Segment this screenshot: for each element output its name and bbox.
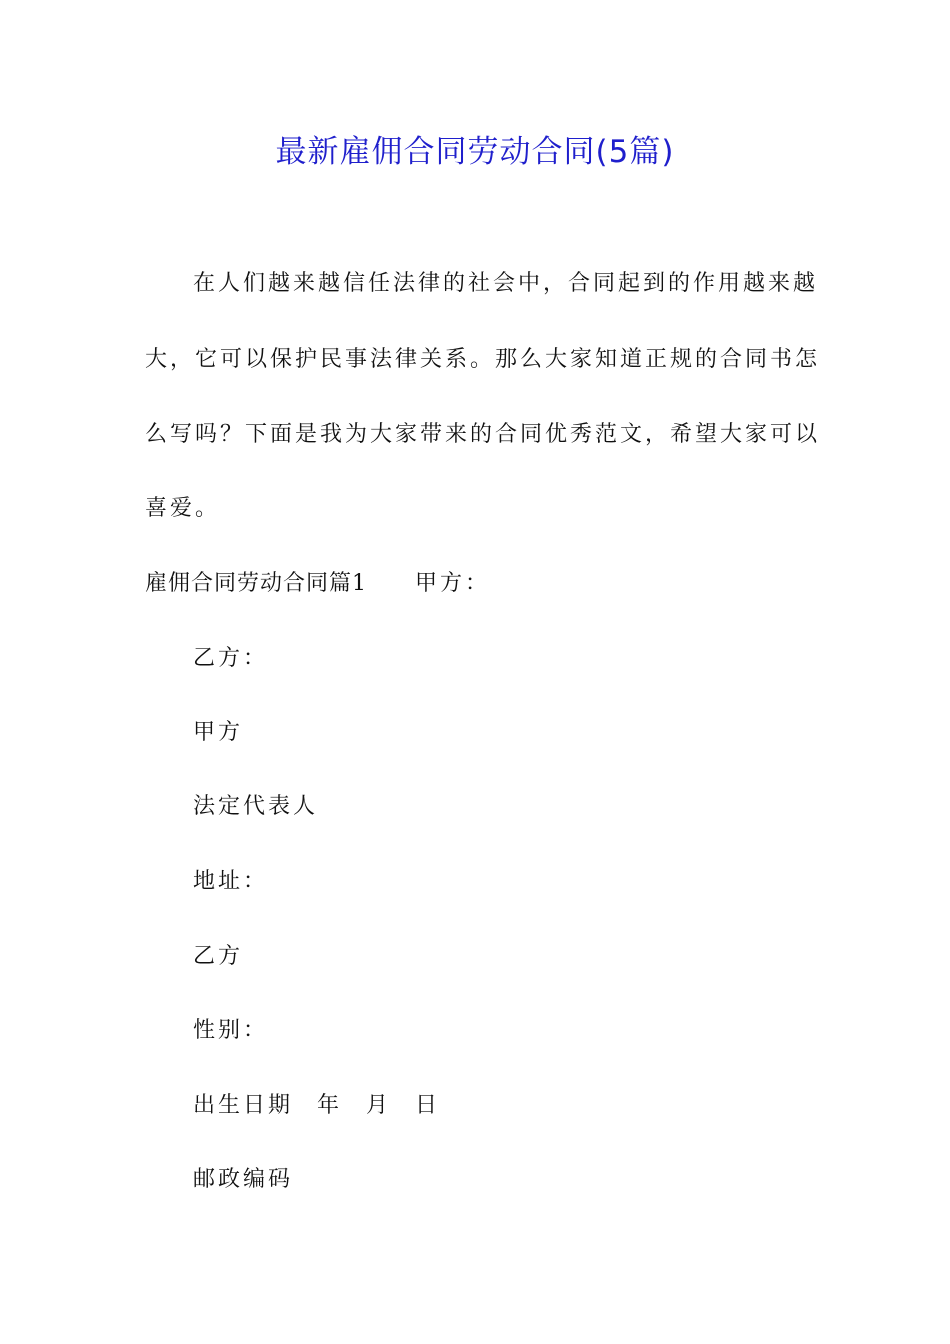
section-heading: 雇佣合同劳动合同篇1 [145, 571, 367, 596]
birth-date-row [193, 1086, 440, 1126]
day-label: 日 [415, 1093, 441, 1118]
party-b-field: 乙方 [193, 944, 244, 969]
document-title: 最新雇佣合同劳动合同(5篇) [275, 134, 675, 170]
birth-date-label: 出生日期 [193, 1093, 294, 1118]
party-a-field: 甲方 [193, 720, 244, 745]
intro-line-2: 大，它可以保护民事法律关系。那么大家知道正规的合同书怎 [145, 347, 821, 372]
party-a-heading-label: 甲方： [415, 571, 491, 596]
intro-line-4: 喜爱。 [145, 496, 221, 521]
month-label: 月 [366, 1093, 392, 1118]
address-field: 地址： [193, 869, 269, 894]
legal-representative-field: 法定代表人 [193, 794, 319, 819]
section-heading-row [145, 564, 490, 604]
intro-line-3: 么写吗？下面是我为大家带来的合同优秀范文，希望大家可以 [145, 422, 821, 447]
intro-line-1: 在人们越来越信任法律的社会中，合同起到的作用越来越 [193, 271, 819, 296]
postal-code-field: 邮政编码 [193, 1167, 294, 1192]
year-label: 年 [317, 1093, 343, 1118]
party-b-label: 乙方： [193, 646, 269, 671]
gender-field: 性别： [193, 1018, 269, 1043]
